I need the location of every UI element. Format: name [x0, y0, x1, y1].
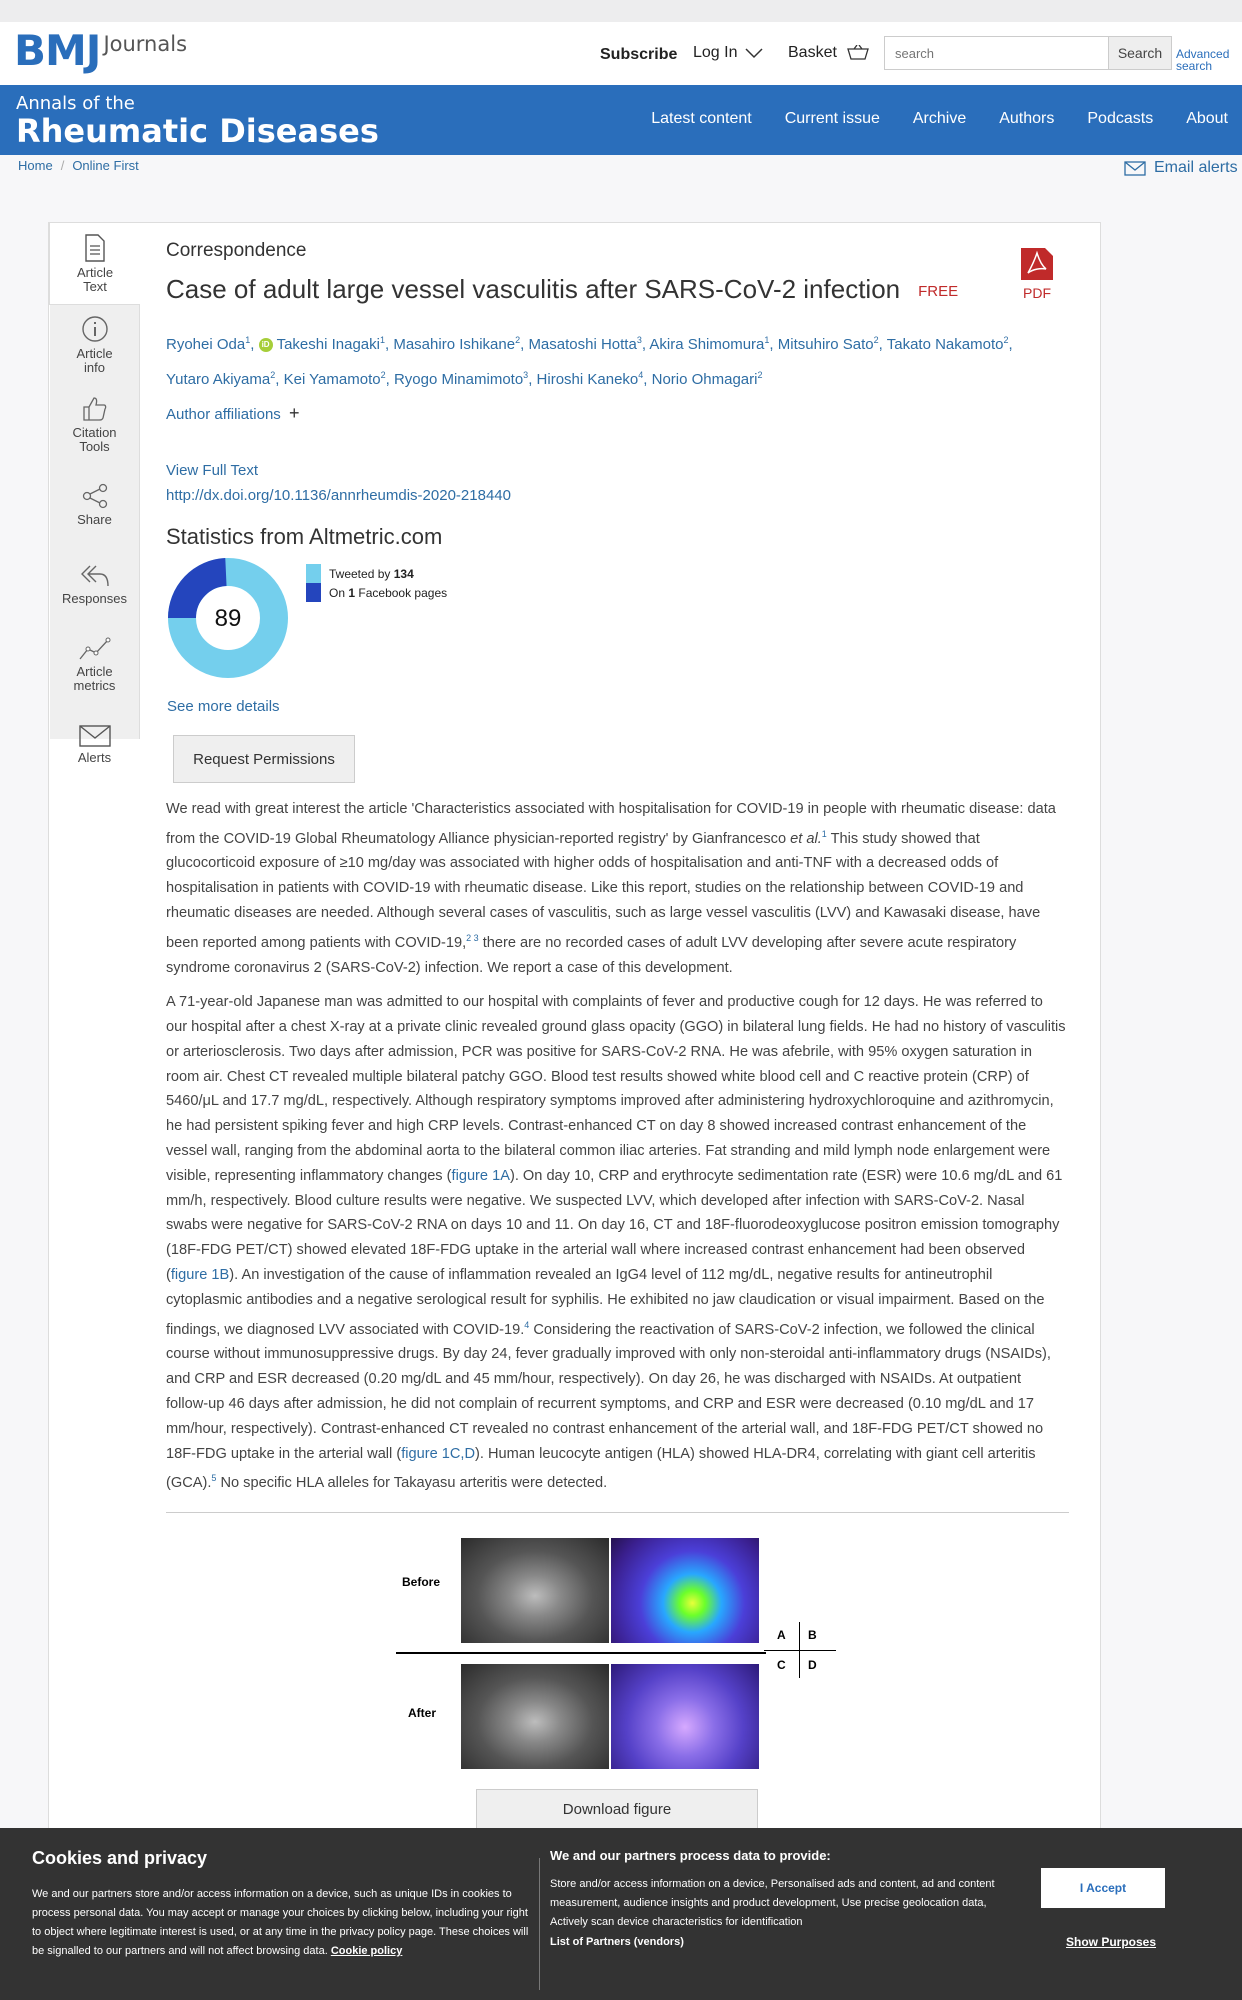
reference-link[interactable]: 1 — [821, 828, 827, 839]
logo-journals: Journals — [103, 32, 188, 56]
author-name: Hiroshi Kaneko — [536, 371, 639, 388]
free-badge: FREE — [918, 282, 959, 300]
partners-list-link[interactable]: List of Partners (vendors) — [550, 1936, 684, 1948]
author-link[interactable] — [528, 336, 641, 353]
author-name: Masatoshi Hotta — [528, 336, 637, 353]
sidebar-label: Text — [83, 278, 107, 294]
author-name: Norio Ohmagari — [651, 371, 758, 388]
email-alerts-link[interactable] — [1124, 159, 1238, 177]
sidebar-label: Share — [77, 512, 112, 527]
author-name: Kei Yamamoto — [283, 371, 381, 388]
altmetric-title: Statistics from Altmetric.com — [166, 524, 443, 549]
request-permissions-button[interactable]: Request Permissions — [173, 735, 355, 783]
author-link[interactable] — [277, 336, 385, 353]
basket-icon — [847, 45, 869, 61]
author-link[interactable] — [393, 336, 520, 353]
bmj-journals-logo[interactable] — [14, 26, 188, 75]
journal-bar — [0, 85, 1242, 155]
author-link[interactable] — [778, 336, 879, 353]
download-figure-button[interactable]: Download figure — [476, 1789, 758, 1829]
cookie-banner — [0, 1828, 1242, 2000]
search-input[interactable] — [884, 36, 1108, 70]
article-links — [166, 458, 1066, 508]
legend-facebook-text: On 1 Facebook pages — [329, 585, 448, 600]
facebook-swatch — [306, 583, 321, 602]
nav-about[interactable]: About — [1186, 110, 1228, 127]
advanced-line1: Advanced — [1176, 47, 1230, 61]
sidebar-label: Citation — [72, 425, 117, 440]
breadcrumb — [18, 158, 139, 173]
figure-horizontal-divider — [396, 1652, 766, 1654]
advanced-search-link[interactable] — [1176, 48, 1229, 72]
ct-scan-after — [461, 1664, 609, 1769]
key-label-d: D — [808, 1658, 817, 1672]
cookie-text: We and our partners store and/or access information on a device, such as unique IDs in cookies to process personal data. You may accept or manage your choices by clicking below, including your right to object where legitimate interest is used, or at any time in the privacy policy page. These choices will be signalled to our partners and will not affect browsing data. Cookie policy — [32, 1888, 529, 1957]
cookie-policy-link[interactable]: Cookie policy — [330, 1945, 403, 1957]
ct-scan-before — [461, 1538, 609, 1643]
nav-latest-content[interactable]: Latest content — [651, 110, 752, 127]
cookie-info — [32, 1848, 532, 1961]
advanced-line2: search — [1176, 59, 1213, 73]
article-title: Case of adult large vessel vasculitis after SARS-CoV-2 infection — [166, 274, 901, 304]
author-name: Takato Nakamoto — [886, 336, 1004, 353]
search-button[interactable]: Search — [1108, 36, 1172, 70]
author-affiliation-number: 2 — [515, 335, 521, 345]
altmetric-widget[interactable] — [166, 556, 1066, 696]
key-label-a: A — [777, 1628, 786, 1642]
cookie-title: Cookies and privacy — [32, 1848, 208, 1868]
journal-title[interactable] — [16, 93, 379, 150]
journal-title-small: Annals of the — [16, 93, 135, 114]
figure-link[interactable]: figure 1A — [451, 1167, 510, 1184]
email-alerts-label: Email alerts — [1154, 159, 1238, 176]
envelope-icon — [79, 725, 111, 747]
sidebar-item-citation-tools[interactable] — [50, 385, 139, 465]
altmetric-donut — [166, 556, 290, 680]
key-label-b: B — [808, 1628, 817, 1642]
see-more-details-row — [167, 698, 1066, 715]
key-horizontal-line — [764, 1650, 836, 1651]
nav-authors[interactable]: Authors — [999, 110, 1055, 127]
author-list: Ryohei Oda$^1$, iD Takeshi Inagaki$^1$, Masahiro Ishikane$^2$, Masatoshi Hotta$^3$, Akira Shimomura$^1$, Mitsuhiro Sato$^2$, Takato Nakamoto$^2$, Yutaro Akiyama$^2$, Kei Yamamoto$^2$, Ryogo Minamimoto$^3$, Hiroshi Kaneko$^4$, Norio Ohmagari$^2$ — [166, 335, 1013, 388]
author-affiliation-number: 3 — [523, 370, 529, 380]
author-link[interactable] — [649, 336, 769, 353]
nav-podcasts[interactable]: Podcasts — [1087, 110, 1154, 127]
see-more-details-link[interactable]: See more details — [167, 698, 280, 715]
article-section: Correspondence — [166, 240, 307, 261]
journal-nav — [651, 110, 1228, 128]
author-name: Yutaro Akiyama — [166, 371, 271, 388]
figure-1[interactable] — [396, 1538, 840, 1772]
line-chart-icon — [78, 637, 112, 661]
nav-current-issue[interactable]: Current issue — [784, 110, 880, 127]
breadcrumb-separator: / — [60, 158, 65, 173]
divider — [166, 1512, 1069, 1513]
author-affiliation-number: 2 — [757, 370, 763, 380]
basket-link[interactable] — [788, 44, 869, 62]
author-affiliation-number: 2 — [873, 335, 879, 345]
altmetric-score: 89 — [214, 605, 242, 632]
envelope-icon — [1124, 161, 1146, 176]
reference-link[interactable]: 5 — [211, 1473, 217, 1484]
author-affiliation-number: 2 — [1003, 335, 1009, 345]
thumbs-up-icon — [82, 396, 108, 422]
subscribe-link[interactable]: Subscribe — [600, 46, 678, 63]
author-name: Akira Shimomura — [649, 336, 765, 353]
author-affiliation-number: 3 — [636, 335, 642, 345]
author-name: Takeshi Inagaki — [276, 336, 380, 353]
sidebar-item-share[interactable] — [50, 465, 139, 545]
sidebar-item-article-info[interactable] — [50, 305, 139, 385]
search-form — [884, 36, 1172, 70]
sidebar-item-responses[interactable] — [50, 545, 139, 625]
sidebar-label: info — [84, 360, 105, 375]
sidebar-label: Article — [76, 664, 113, 679]
figure-link[interactable]: figure 1B — [170, 1267, 230, 1284]
author-affiliation-number: 2 — [270, 370, 276, 380]
author-affiliation-number: 1 — [379, 335, 385, 345]
view-full-text-link[interactable]: View Full Text — [166, 462, 258, 479]
reply-all-icon — [80, 564, 110, 588]
body-paragraph-1: We read with great interest the article 'Characteristics associated with hospitalisation for COVID-19 in people with rheumatic disease: data from the COVID-19 Global Rheumatology Alliance physician-reported registry' by Gianfrancesco et al.$^1$ This study showed that glucocorticoid exposure of ≥10 mg/day was associated with higher odds of hospitalisation and anti-TNF with a decreased odds of hospitalisation in patients with COVID-19 with rheumatic disease. Like this report, studies on the relationship between COVID-19 and rheumatic diseases are needed. Although several cases of vasculitis, such as large vessel vasculitis (LVV) and Kawasaki disease, have been reported among patients with COVID-19,$^{2 3}$ there are no recorded cases of adult LVV developing after severe acute respiratory syndrome coronavirus 2 (SARS-CoV-2) infection. We report a case of this development. — [166, 801, 1056, 976]
figure-link[interactable]: figure 1C,D — [401, 1445, 476, 1462]
accept-cookies-button[interactable]: I Accept — [1041, 1868, 1165, 1908]
author-name: Ryohei Oda — [166, 336, 246, 353]
info-icon — [81, 315, 109, 343]
body-paragraph-2: A 71-year-old Japanese man was admitted to our hospital with complaints of fever and productive cough for 12 days. He was referred to our hospital after a chest X-ray at a private clinic revealed ground glass opacity (GGO) in bilateral lung fields. He had no history of vasculitis or arteriosclerosis. Two days after admission, PCR was positive for SARS-CoV-2 RNA. He was afebrile, with 95% oxygen saturation in room air. Chest CT revealed multiple bilateral patchy GGO. Blood test results showed white blood cell and C reactive protein (CRP) of 5460/μL and 17.7 mg/dL, respectively. Although respiratory symptoms improved after administering hydroxychloroquine and azithromycin, he had persistent spiking fever and high CRP levels. Contrast-enhanced CT on day 8 showed increased contrast enhancement of the vessel wall, ranging from the abdominal aorta to the bilateral common iliac arteries. Fat stranding and mild lymph node enlargement were visible, representing inflammatory changes (figure 1A). On day 10, CRP and erythrocyte sedimentation rate (ESR) were 10.6 mg/dL and 61 mm/h, respectively. Blood culture results were negative. We suspected LVV, which developed after infection with SARS-CoV-2. Nasal swabs were negative for SARS-CoV-2 RNA on days 10 and 11. On day 16, CT and 18F-fluorodeoxyglucose positron emission tomography (18F-FDG PET/CT) showed elevated 18F-FDG uptake in the arterial wall where increased contrast enhancement had been observed (figure 1B). An investigation of the cause of inflammation revealed an IgG4 level of 112 mg/dL, negative results for antineutrophil cytoplasmic antibodies and a negative serological result for syphilis. He exhibited no jaw claudication or visual impairment. Based on the findings, we diagnosed LVV associated with COVID-19.$^4$ Considering the reactivation of SARS-CoV-2 infection, we followed the clinical course without immunosuppressive drugs. By day 24, fever gradually improved with only non-steroidal anti-inflammatory drugs (NSAIDs), and CRP and ESR decreased (0.20 mg/dL and 45 mm/hour, respectively). On day 26, he was discharged with NSAIDs. At outpatient follow-up 46 days after admission, he did not complain of recurrent symptoms, and CRP and ESR were decreased (0.10 mg/dL and 17 mm/hour, respectively). Contrast-enhanced CT revealed no contrast enhancement of the arterial wall, and 18F-FDG PET/CT showed no 18F-FDG uptake in the arterial wall (figure 1C,D). Human leucocyte antigen (HLA) showed HLA-DR4, correlating with giant cell arteritis (GCA).$^5$ No specific HLA alleles for Takayasu arteritis were detected. — [166, 994, 1066, 1492]
article-content — [166, 240, 1066, 1513]
sidebar-label: Tools — [79, 439, 110, 454]
share-icon — [81, 483, 109, 509]
figure-label-before: Before — [402, 1575, 441, 1589]
author-link[interactable] — [537, 371, 644, 388]
author-name: Ryogo Minamimoto — [393, 371, 524, 388]
logo-bmj: BMJ — [14, 26, 101, 75]
author-affiliation-number: 1 — [764, 335, 770, 345]
chevron-down-icon — [745, 47, 763, 59]
twitter-swatch — [306, 564, 321, 583]
author-affiliation-number: 4 — [638, 370, 644, 380]
author-affiliation-number: 2 — [380, 370, 386, 380]
doi-link[interactable]: http://dx.doi.org/10.1136/annrheumdis-2020-218440 — [166, 487, 511, 504]
basket-label: Basket — [788, 44, 837, 61]
altmetric-legend — [306, 564, 447, 602]
cookie-purposes-text: Store and/or access information on a device, Personalised ads and content, ad and content measurement, audience insights and product development, Use precise geolocation data, Actively scan device characteristics for identification — [550, 1878, 995, 1928]
sidebar-label: Alerts — [77, 750, 112, 765]
reference-link[interactable]: 4 — [524, 1319, 530, 1330]
nav-archive[interactable]: Archive — [912, 110, 967, 127]
pdf-label: PDF — [1023, 285, 1051, 301]
author-link[interactable] — [394, 371, 528, 388]
article-title-row — [166, 274, 1066, 305]
cookie-purposes-title: We and our partners process data to provide: — [550, 1848, 831, 1863]
show-purposes-link[interactable]: Show Purposes — [1066, 1935, 1157, 1949]
article-sidebar — [50, 223, 140, 765]
author-affiliations-label: Author affiliations — [166, 406, 281, 423]
login-label: Log In — [693, 44, 738, 61]
site-header — [0, 22, 1242, 85]
pet-scan-before — [611, 1538, 759, 1643]
sidebar-item-alerts[interactable] — [50, 705, 139, 785]
sidebar-label: Article — [76, 264, 114, 280]
journal-title-big: Rheumatic Diseases — [16, 112, 379, 150]
sidebar-label: Article — [76, 346, 113, 361]
cookie-purposes-info — [550, 1848, 1010, 1948]
author-link[interactable] — [166, 336, 250, 353]
author-affiliations-toggle[interactable] — [166, 403, 1066, 424]
author-link[interactable] — [166, 371, 275, 388]
legend-twitter-text: Tweeted by 134 — [329, 566, 414, 581]
sidebar-item-article-text[interactable] — [49, 223, 140, 305]
sidebar-item-article-metrics[interactable] — [50, 625, 139, 705]
author-affiliation-number: 1 — [245, 335, 251, 345]
sidebar-label: metrics — [73, 678, 116, 693]
author-name: Mitsuhiro Sato — [777, 336, 874, 353]
plus-icon: + — [288, 403, 300, 423]
orcid-icon[interactable]: iD — [259, 338, 273, 352]
author-link[interactable] — [652, 371, 763, 388]
top-strip — [0, 0, 1242, 22]
legend-facebook — [306, 583, 447, 602]
reference-link[interactable]: 2 3 — [466, 932, 479, 943]
author-name: Masahiro Ishikane — [393, 336, 516, 353]
figure-key — [764, 1622, 836, 1678]
document-icon — [84, 234, 106, 262]
author-link[interactable] — [284, 371, 386, 388]
breadcrumb-online-first[interactable]: Online First — [72, 158, 139, 173]
author-link[interactable] — [887, 336, 1009, 353]
figure-label-after: After — [408, 1706, 437, 1720]
sidebar-label: Responses — [61, 591, 128, 606]
cookie-divider — [539, 1858, 540, 1990]
login-menu[interactable] — [693, 44, 763, 62]
legend-twitter — [306, 564, 447, 583]
breadcrumb-home[interactable]: Home — [18, 158, 53, 173]
key-label-c: C — [777, 1658, 786, 1672]
pet-scan-after — [611, 1664, 759, 1769]
